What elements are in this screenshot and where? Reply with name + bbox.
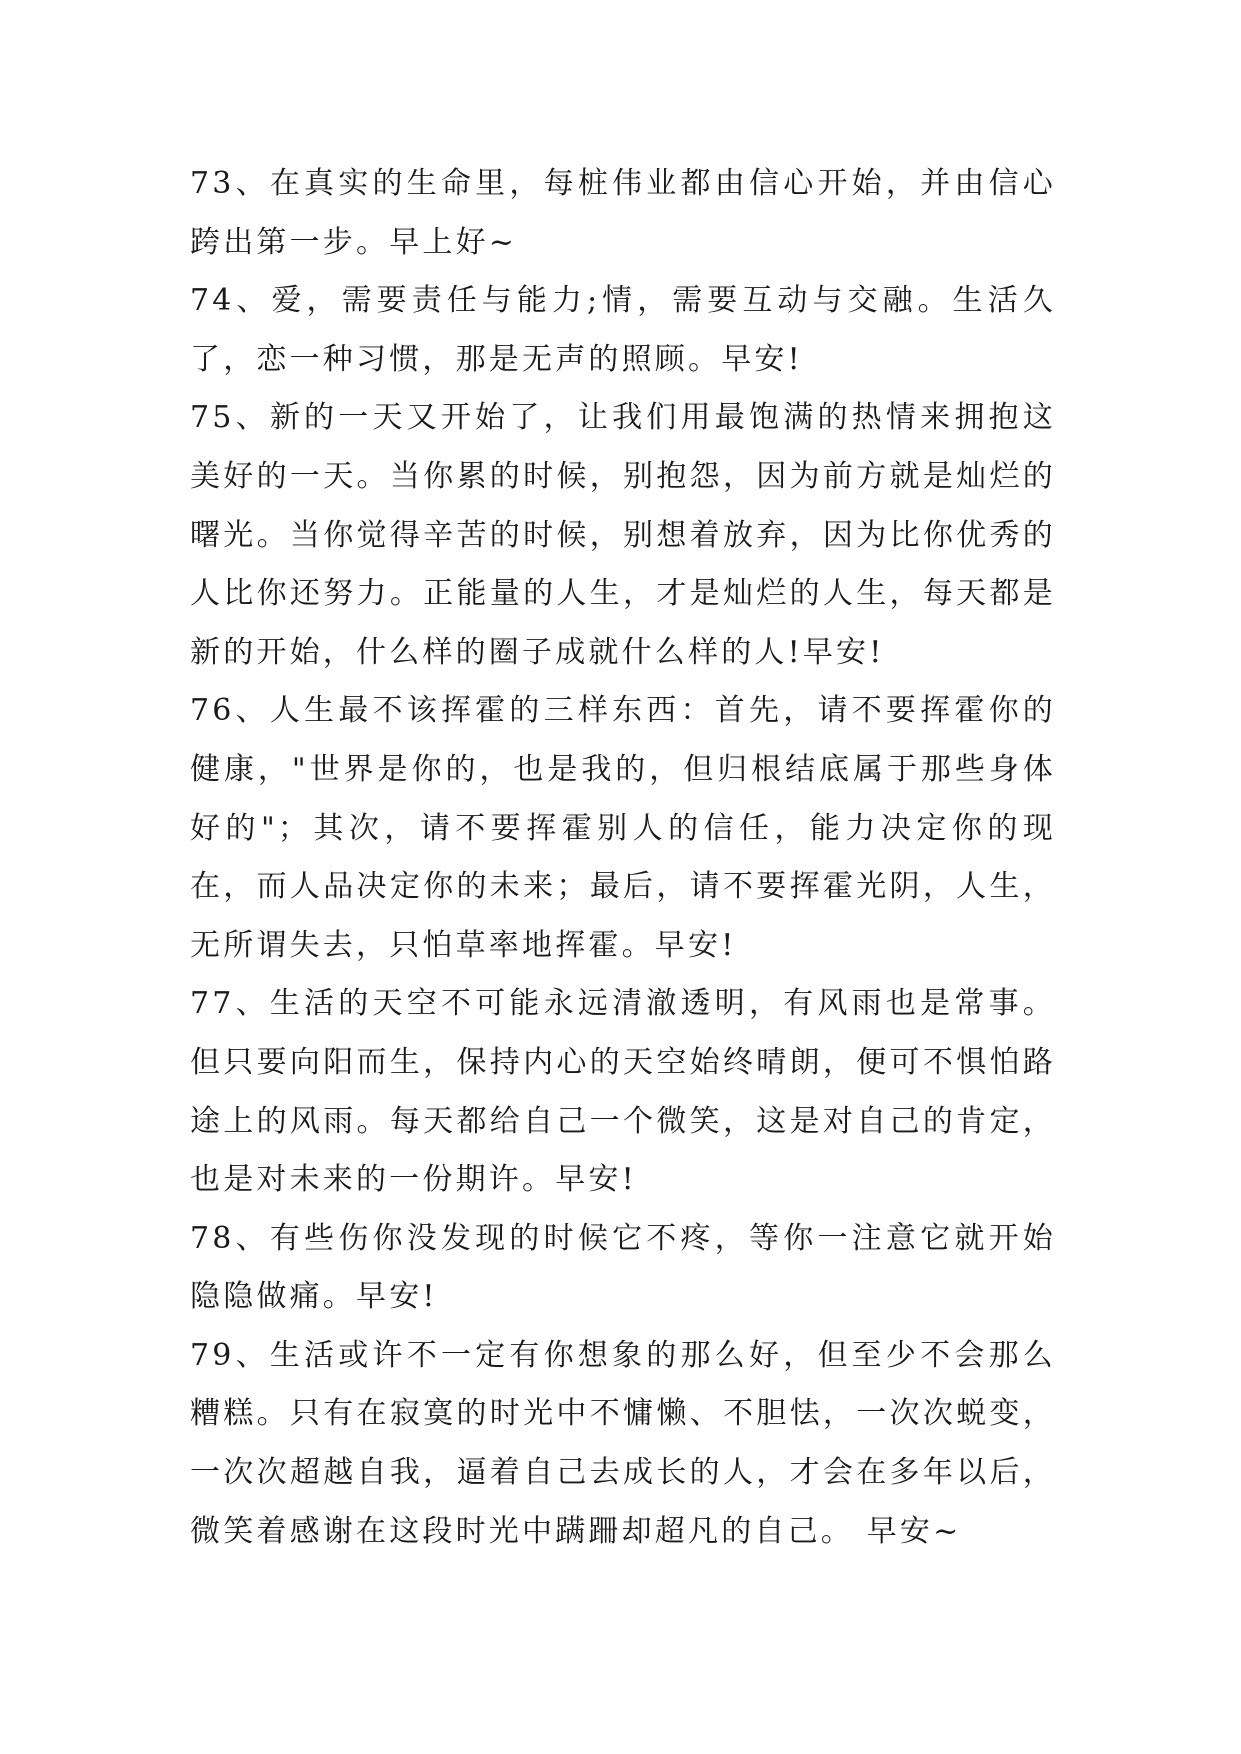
entry-75: 75、新的一天又开始了，让我们用最饱满的热情来拥抱这美好的一天。当你累的时候，别抱怨，因为前方就是灿烂的曙光。当你觉得辛苦的时候，别想着放弃，因为比你优秀的人比你还努力。正能量的人生，才是灿烂的人生，每天都是新的开始，什么样的圈子成就什么样的人!早安! — [190, 400, 1056, 670]
entry-77: 77、生活的天空不可能永远清澈透明，有风雨也是常事。但只要向阳而生，保持内心的天空始终晴朗，便可不惧怕路途上的风雨。每天都给自己一个微笑，这是对自己的肯定，也是对未来的一份期许。早安! — [190, 986, 1056, 1198]
entry-78: 78、有些伤你没发现的时候它不疼，等你一注意它就开始隐隐做痛。早安! — [190, 1220, 1056, 1315]
entry-76: 76、人生最不该挥霍的三样东西：首先，请不要挥霍你的健康，"世界是你的，也是我的，但归根结底属于那些身体好的"；其次，请不要挥霍别人的信任，能力决定你的现在，而人品决定你的未来；最后，请不要挥霍光阴，人生，无所谓失去，只怕草率地挥霍。早安! — [190, 693, 1056, 963]
entry-74: 74、爱，需要责任与能力;情，需要互动与交融。生活久了，恋一种习惯，那是无声的照顾。早安! — [190, 283, 1056, 377]
entry-79: 79、生活或许不一定有你想象的那么好，但至少不会那么糟糕。只有在寂寞的时光中不慵懒、不胆怯，一次次蜕变，一次次超越自我，逼着自己去成长的人，才会在多年以后，微笑着感谢在这段时光中蹒跚却超凡的自己。 早安~ — [190, 1337, 1056, 1549]
document-page — [190, 155, 1056, 1561]
entry-73: 73、在真实的生命里，每桩伟业都由信心开始，并由信心跨出第一步。早上好~ — [190, 166, 1056, 260]
